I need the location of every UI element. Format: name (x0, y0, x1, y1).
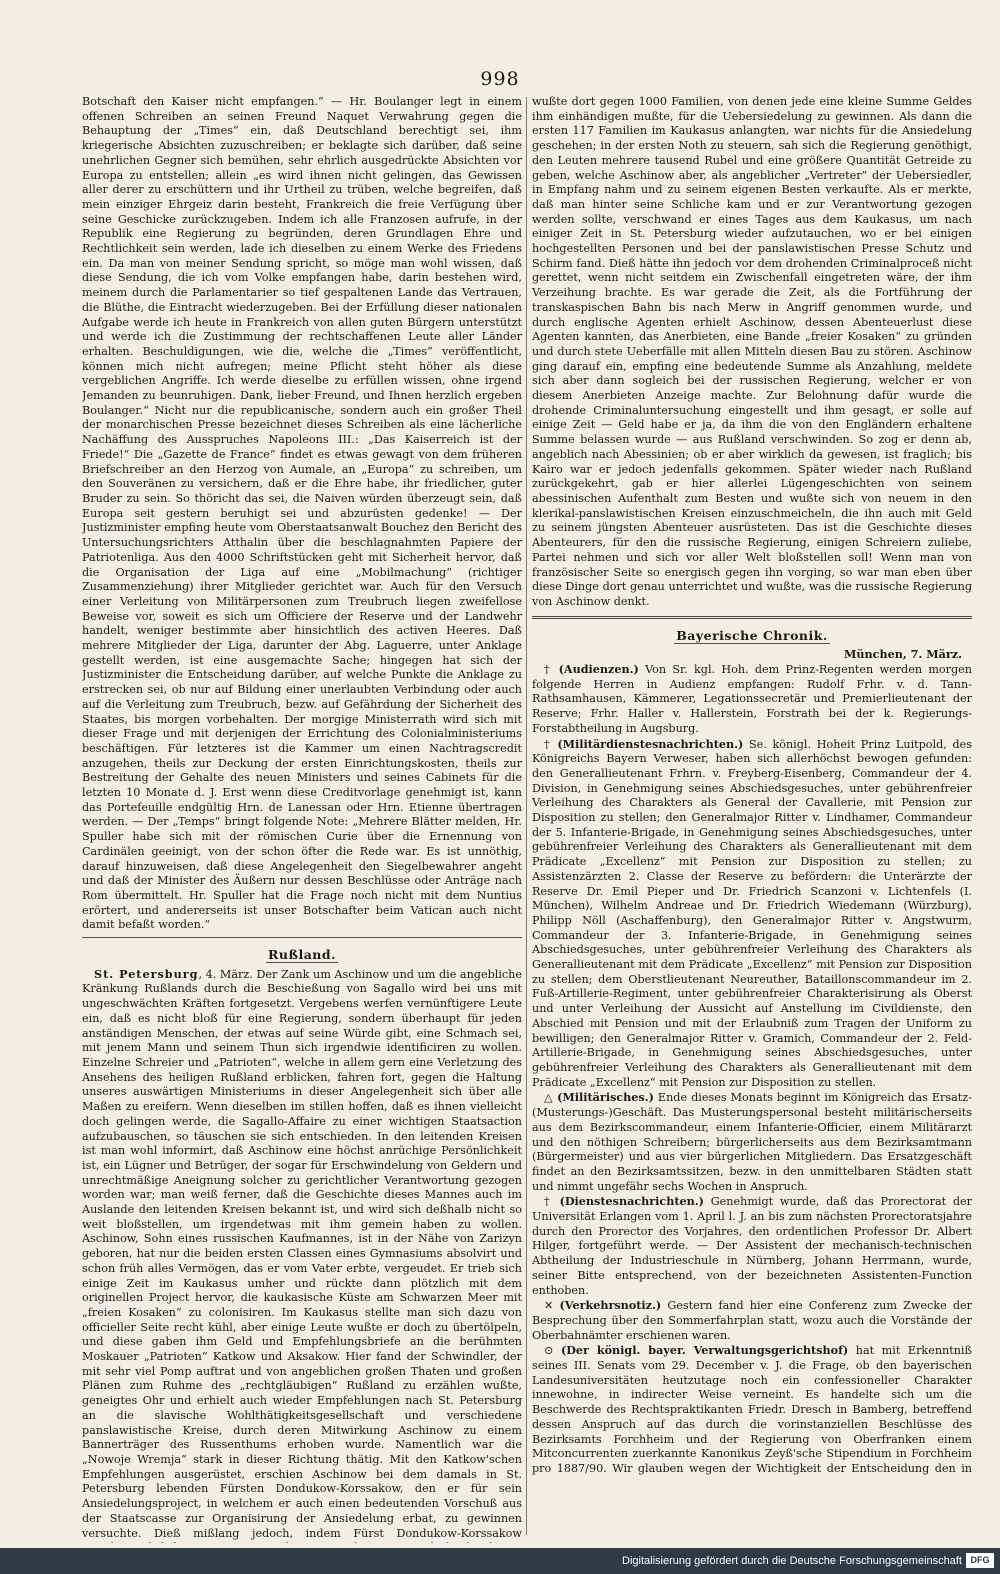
item-mark: † (544, 737, 552, 751)
item-mark: ✕ (544, 1299, 554, 1313)
item-text: Genehmigt wurde, daß das Prorectorat der Universität Erlangen vom 1. April l. J. an bis zum nächsten Prorectoratsjahre durch den Prorector des Vorjahres, den ordentlichen Professor Dr. Albert Hilger, fortgeführt werde. — Der Assistent der mechanisch-technischen Abtheilung der Industrieschule in Nürnberg, Johann Herrmann, wurde, seiner Bitte entsprechend, von der bezeichneten Assistenten-Function enthoben. (532, 1195, 972, 1297)
item-text: Von Sr. kgl. Hoh. dem Prinz-Regenten werden morgen folgende Herren in Audienz empfangen: Rudolf Frhr. v. d. Tann-Rathsamhausen, Kämmerer, Legationssecretär und Premierlieutenant der Reserve; Frhr. Haller v. Hallerstein, Forstrath bei der k. Regierungs-Forstabtheilung in Augsburg. (532, 663, 972, 735)
section-heading-russia: Rußland. (267, 947, 336, 963)
dfg-logo: DFG (966, 1553, 994, 1568)
news-item (532, 1298, 972, 1343)
footer-text: Digitalisierung gefördert durch die Deutsche Forschungsgemeinschaft (622, 1555, 962, 1567)
france-article-text: Botschaft den Kaiser nicht empfangen.“ — Hr. Boulanger legt in einem offenen Schreiben an seinen Freund Naquet Verwahrung gegen die Behauptung der „Times“ ein, daß Deutschland berechtigt sei, ihm kriegerische Absichten zuzuschreiben; er beklagte sich darüber, daß seine unehrlichen Gegner sich bemühen, sehr ehrlich ausgedrückte Absichten vor Europa zu entstellen; allein „es wird ihnen nicht gelingen, das Gewissen aller derer zu erschüttern und ihr Urtheil zu trüben, welche begreifen, daß mein einziger Ehrgeiz darin besteht, Frankreich die freie Verfügung über seine Geschicke zurückzugeben. Indem ich alle Franzosen aufrufe, in der Republik eine Regierung zu begründen, deren Grundlagen Ehre und Rechtlichkeit sein werden, lade ich dieselben zu einem Werke des Friedens ein. Da man von meiner Sendung spricht, so möge man wohl wissen, daß diese Sendung, die ich vom Volke empfangen habe, darin bestehen wird, meinem durch die Parlamentarier so tief gespaltenen Lande das Vertrauen, die Blüthe, die Eintracht wiederzugeben. Bei der Erfüllung dieser nationalen Aufgabe werde ich heute in Frankreich von allen guten Bürgern unterstützt und werde ich die Zustimmung der rechtschaffenen Leute aller Länder erhalten. Beschuldigungen, wie die, welche die „Times“ veröffentlicht, können mich nicht aufregen; meine Pflicht steht höher als diese vergeblichen Angriffe. Ich werde dieselbe zu erfüllen wissen, ohne irgend Jemanden zu beunruhigen. Dank, lieber Freund, und Ihnen herzlich ergeben Boulanger.“ Nicht nur die republicanische, sondern auch ein großer Theil der monarchischen Presse bezeichnet dieses Schreiben als eine lächerliche Nachäffung des Ausspruches Napoleons III.: „Das Kaiserreich ist der Friede!“ Die „Gazette de France“ findet es etwas gewagt von dem früheren Briefschreiber an den Herzog von Aumale, an „Europa“ zu schreiben, um den Souveränen zu versichern, daß er die Ehre habe, ihr friedlicher, guter Bruder zu sein. So thöricht das sei, die Naiven würden überzeugt sein, daß Europa seit gestern beruhigt sei und abzurüsten gedenke! — Der Justizminister empfing heute vom Oberstaatsanwalt Bouchez den Bericht des Untersuchungsrichters Atthalin über die beschlagnahmten Papiere der Patriotenliga. Aus den 4000 Schriftstücken geht mit Sicherheit hervor, daß die Organisation der Liga auf eine „Mobilmachung“ (richtiger Zusammenziehung) ihrer Mitglieder gerichtet war. Auch für den Versuch einer Verleitung von Militärpersonen zum Treubruch liegen zweifellose Beweise vor, soweit es sich um Officiere der Reserve und der Landwehr handelt, weniger bestimmte aber hinsichtlich des activen Heeres. Daß mehrere Mitglieder der Liga, darunter der Abg. Laguerre, unter Anklage gestellt werden, ist eine ausgemachte Sache; hingegen hat sich der Justizminister die Entscheidung darüber, auf welche Punkte die Anklage zu erstrecken sei, ob nur auf Bildung einer unerlaubten Verbindung oder auch auf die Verleitung zum Treubruch, bezw. auf Gefährdung der Sicherheit des Staates, bis morgen vorbehalten. Der morgige Ministerrath wird sich mit dieser Frage und mit derjenigen der Errichtung des Colonialministeriums beschäftigen. Für letzteres ist die Kammer um einen Nachtragscredit anzugehen, theils zur Deckung der ersten Einrichtungskosten, theils zur Bestreitung der Gehalte des neuen Ministers und seines Cabinets für die letzten 10 Monate d. J. Erst wenn diese Creditvorlage genehmigt ist, kann das Portefeuille endgültig Hrn. de Lanessan oder Hrn. Etienne übertragen werden. — Der „Temps“ bringt folgende Note: „Mehrere Blätter melden, Hr. Spuller habe sich mit der römischen Curie über die Ernennung von Cardinälen geeinigt, von der schon öfter die Rede war. Es ist unnöthig, darauf hinzuweisen, daß diese Angelegenheit den Siegelbewahrer angeht und daß der Minister des Äußern nur dessen Beschlüsse oder Anträge nach Rom übermittelt. Hr. Spuller hat die Frage noch nicht mit dem Nuntius erörtert, und andererseits ist unser Botschafter beim Vatican auch nicht damit befaßt worden.“ (82, 95, 522, 932)
section-divider (82, 937, 522, 938)
left-column (82, 95, 522, 1543)
item-mark: ⊙ (544, 1344, 554, 1358)
news-item (532, 1343, 972, 1475)
digitization-footer (0, 1548, 1000, 1574)
item-heading: (Audienzen.) (558, 662, 639, 677)
dateline-date: , 4. März. (198, 967, 253, 981)
dateline-place: St. Petersburg (94, 966, 199, 981)
section-divider (532, 616, 972, 619)
news-item (532, 662, 972, 737)
item-text: hat mit Erkenntniß seines III. Senats vom 29. December v. J. die Frage, ob den bayerischen Landesuniversitäten heutzutage noch ein confessioneller Charakter innewohne, in indirecter Weise verneint. Es handelte sich um die Beschwerde des Rechtspraktikanten Friedr. Dresch in Bamberg, betreffend dessen Anspruch auf das durch die vorinstanziellen Beschlüsse des Bezirksamts Forchheim und der Regierung von Oberfranken einem Mitconcurrenten zuerkannte Kanonikus Zeyß'sche Stipendium in Forchheim pro 1887/90. Wir glauben wegen der Wichtigkeit der Entscheidung den in (532, 1344, 972, 1475)
news-item (532, 737, 972, 1091)
item-heading: (Militärdienstesnachrichten.) (557, 736, 744, 751)
right-column (532, 95, 972, 1475)
item-text: Se. königl. Hoheit Prinz Luitpold, des Königreichs Bayern Verweser, haben sich allerhöchst bewogen gefunden: den Generallieutenant Frhrn. v. Freyberg-Eisenberg, Commandeur der 4. Division, in Genehmigung seines Abschiedsgesuches, unter gebührenfreier Verleihung des Charakters als General der Cavallerie, mit Pension zur Disposition zu stellen; den Generalmajor Ritter v. Lindhamer, Commandeur der 5. Infanterie-Brigade, in Genehmigung seines Abschiedsgesuches, unter gebührenfreier Verleihung des Charakters als Generallieutenant mit dem Prädicate „Excellenz“ mit Pension zur Disposition zu stellen; zu Assistenzärzten 2. Classe der Reserve zu befördern: die Unterärzte der Reserve Dr. Emil Pieper und Dr. Friedrich Scanzoni v. Lichtenfels (I. München), Wilhelm Andreae und Dr. Friedrich Wiedemann (Würzburg), Philipp Nöll (Aschaffenburg), den Generalmajor Ritter v. Angstwurm, Commandeur der 3. Infanterie-Brigade, in Genehmigung seines Abschiedsgesuches, unter gebührenfreier Verleihung des Charakters als Generallieutenant mit dem Prädicate „Excellenz“ mit Pension zur Disposition zu stellen; dem Oberstlieutenant Neureuther, Bataillonscommandeur im 2. Fuß-Artillerie-Regiment, unter gebührenfreier Charakterisirung als Oberst und unter Verleihung der Aussicht auf Anstellung im Civildienste, den Abschied mit Pension und mit der Erlaubniß zum Tragen der Uniform zu bewilligen; den Generalmajor Ritter v. Gramich, Commandeur der 2. Feld-Artillerie-Brigade, in Genehmigung seines Abschiedsgesuches, unter gebührenfreier Verleihung des Charakters als Generallieutenant mit dem Prädicate „Excellenz“ mit Pension zur Disposition zu stellen. (532, 737, 972, 1089)
bavaria-dateline: München, 7. März. (844, 647, 962, 662)
item-heading: (Verkehrsnotiz.) (559, 1298, 662, 1313)
item-mark: † (544, 1195, 553, 1209)
item-text: Ende dieses Monats beginnt im Königreich das Ersatz-(Musterungs-)Geschäft. Das Musterungspersonal besteht militärischerseits aus dem Bezirkscommandeur, einem Infanterie-Officier, einem Militärarzt und den nöthigen Schreibern; bürgerlicherseits aus dem Bezirksamtmann (Bürgermeister) und aus vier bürgerlichen Mitgliedern. Das Ersatzgeschäft findet an den Bezirksamtssitzen, bezw. in den unmittelbaren Städten statt und nimmt ungefähr sechs Wochen in Anspruch. (532, 1091, 972, 1193)
news-item (532, 1090, 972, 1194)
item-text: Gestern fand hier eine Conferenz zum Zwecke der Besprechung über den Sommerfahrplan statt, wozu auch die Vorstände der Oberbahnämter erschienen waren. (532, 1299, 972, 1342)
section-heading-bavaria: Bayerische Chronik. (676, 627, 828, 643)
item-heading: (Der königl. bayer. Verwaltungsgerichtshof) (560, 1343, 849, 1358)
column-divider (526, 97, 527, 1535)
news-item (532, 1194, 972, 1298)
russia-article-body: Der Zank um Aschinow und um die angebliche Kränkung Rußlands durch die Beschießung von Sagallo wird bei uns mit ungeschwächten Kräften fortgesetzt. Vergebens werfen vernünftigere Leute ein, daß es nicht bloß für eine Regierung, sondern überhaupt für jeden anständigen Menschen, der etwas auf seine Würde gibt, eine Schmach sei, mit jenem Mann und seinem Thun sich irgendwie identificiren zu wollen. Einzelne Schreier und „Patrioten“, welche in allem gern eine Verletzung des Ansehens des heiligen Rußland erblicken, fahren fort, gegen die Haltung unseres auswärtigen Ministeriums in dieser Angelegenheit sich über alle Maßen zu ereifern. Wenn dieselben im stillen hoffen, daß es ihnen vielleicht doch gelingen werde, die Sagallo-Affaire zu einer wichtigen Staatsaction aufzubauschen, so täuschen sie sich entschieden. In den leitenden Kreisen ist man wohl informirt, daß Aschinow eine höchst anrüchige Persönlichkeit ist, ein Lügner und Betrüger, der sogar für Erschwindelung von Geldern und unrechtmäßige Aneignung solcher zu gerichtlicher Verantwortung gezogen worden war; man weiß ferner, daß die Geschichte dieses Mannes auch im Auslande den leitenden Kreisen bekannt ist, und wird sich deßhalb nicht so weit bloßstellen, um irgendetwas mit ihm gemein haben zu wollen. Aschinow, Sohn eines russischen Kaufmannes, ist in der Nähe von Zarizyn geboren, hat nur die beiden ersten Classen eines Gymnasiums absolvirt und schon früh alles Vermögen, das er vom Vater erbte, vergeudet. Er trieb sich einige Zeit im Kaukasus umher und rückte dann plötzlich mit dem originellen Project hervor, die kaukasische Küste am Schwarzen Meer mit „freien Kosaken“ zu colonisiren. Im Kaukasus stellte man sich dazu von officieller Seite recht kühl, aber einige Leute wußte er doch zu übertölpeln, und diese gaben ihm Geld und Empfehlungsbriefe an die berühmten Moskauer „Patrioten“ Katkow und Aksakow. Hier fand der Schwindler, der mit sehr viel Pomp auftrat und von angeblichen großen Thaten und großen Plänen zum Ruhme des „rechtgläubigen“ Rußland zu erzählen wußte, geneigtes Ohr und erhielt auch wieder Empfehlungen nach St. Petersburg an die slavische Wohlthätigkeitsgesellschaft und verschiedene panslawistische Kreise, durch deren Mitwirkung Aschinow zu einem Bannerträger des Russenthums erhoben wurde. Namentlich war die „Nowoje Wremja“ stark in dieser Richtung thätig. Mit den Katkow'schen Empfehlungen ausgerüstet, erschien Aschinow bei dem damals in St. Petersburg lebenden Fürsten Dondukow-Korssakow, den er für sein Ansiedelungsproject, in welchem er auch einen bedeutenden Vorschuß aus der Staatscasse zur Organisirung der Ansiedelung erbat, zu gewinnen versuchte. Dieß mißlang jedoch, indem Fürst Dondukow-Korssakow (82, 967, 522, 1540)
russia-article-text (82, 967, 522, 1543)
item-mark: † (544, 663, 553, 677)
russia-article-continuation: wußte dort gegen 1000 Familien, von denen jede eine kleine Summe Geldes ihm einhändigen mußte, für die Uebersiedelung zu gewinnen. Als dann die ersten 117 Familien im Kaukasus anlangten, war nichts für die Ansiedelung geschehen; in der ersten Noth zu steuern, sah sich die Regierung genöthigt, den Leuten mehrere tausend Rubel und eine größere Quantität Getreide zu geben, welche Aschinow aber, als angeblicher „Vertreter“ der Uebersiedler, in Empfang nahm und zu seinem eigenen Besten verkaufte. Als er merkte, daß man hinter seine Schliche kam und er zur Verantwortung gezogen werden sollte, verschwand er eines Tages aus dem Kaukasus, um nach einiger Zeit in St. Petersburg wieder aufzutauchen, wo er bei einigen hochgestellten Personen und bei der panslawistischen Presse Schutz und Schirm fand. Dieß hätte ihn jedoch vor dem drohenden Criminalproceß nicht gerettet, wenn nicht seitdem ein Zwischenfall eingetreten wäre, der ihm Verzeihung brachte. Es war gerade die Zeit, als die Fortführung der transkaspischen Bahn bis nach Merw in Angriff genommen wurde, und durch englische Agenten erhielt Aschinow, dessen Abenteuerlust diese Agenten kannten, das Anerbieten, eine Bande „freier Kosaken“ zu gründen und durch stete Ueberfälle mit allen Mitteln diesen Bau zu stören. Aschinow ging darauf ein, empfing eine bedeutende Summe als Anzahlung, meldete sich aber dann sogleich bei der russischen Regierung, welcher er von diesem Anerbieten Anzeige machte. Zur Belohnung dafür wurde die drohende Criminaluntersuchung eingestellt und ihm gesagt, er solle auf einige Zeit — Geld habe er ja, da ihm die von den Engländern erhaltene Summe belassen wurde — aus Rußland verschwinden. So zog er denn ab, angeblich nach Abessinien; ob er aber wirklich da gewesen, ist fraglich; bis Kairo war er jedoch jedenfalls gekommen. Später wieder nach Rußland zurückgekehrt, gab er hier allerlei Lügengeschichten von seinem abessinischen Aufenthalt zum Besten und wußte sich von neuem in den klerikal-panslawistischen Kreisen einzuschmeicheln, die ihn auch mit Geld zu seinem jüngsten Abenteuer ausrüsteten. Das ist die Geschichte dieses Abenteurers, für den die russische Regierung, einigen Schreiern zuliebe, Partei nehmen und sich vor aller Welt bloßstellen soll! Wenn man von französischer Seite so energisch gegen ihn vorging, so war man eben über diese Dinge dort genau unterrichtet und wußte, was die russische Regierung von Aschinow denkt. (532, 95, 972, 608)
page-number: 998 (480, 68, 520, 90)
item-heading: (Dienstesnachrichten.) (559, 1194, 704, 1209)
item-mark: △ (544, 1091, 554, 1105)
item-heading: (Militärisches.) (557, 1090, 654, 1105)
